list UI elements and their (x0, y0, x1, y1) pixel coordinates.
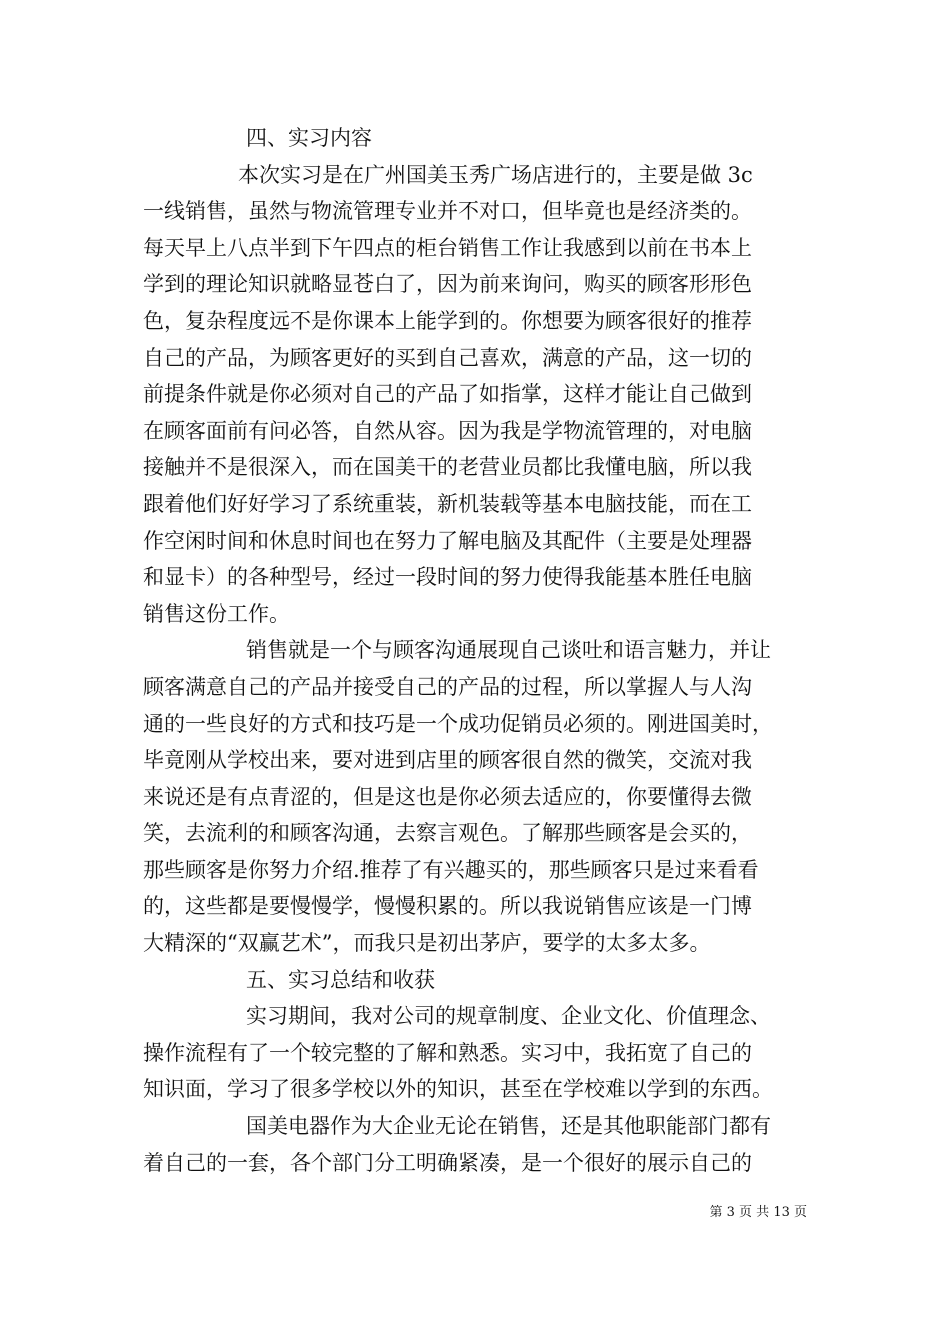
paragraph-line: 前提条件就是你必须对自己的产品了如指掌，这样才能让自己做到 (143, 382, 752, 407)
paragraph-line: 本次实习是在广州国美玉秀广场店进行的，主要是做 3c (238, 162, 753, 187)
paragraph-line: 作空闲时间和休息时间也在努力了解电脑及其配件（主要是处理器 (143, 528, 752, 553)
paragraph-line: 通的一些良好的方式和技巧是一个成功促销员必须的。刚进国美时， (143, 711, 773, 736)
paragraph-line: 操作流程有了一个较完整的了解和熟悉。实习中，我拓宽了自己的 (143, 1040, 752, 1065)
paragraph-line: 笑，去流利的和顾客沟通，去察言观色。了解那些顾客是会买的， (143, 821, 752, 846)
paragraph-line: 色，复杂程度远不是你课本上能学到的。你想要为顾客很好的推荐 (143, 308, 752, 333)
section-heading-internship-content: 四、实习内容 (246, 126, 372, 150)
paragraph-line: 顾客满意自己的产品并接受自己的产品的过程，所以掌握人与人沟 (143, 674, 752, 699)
paragraph-line: 一线销售，虽然与物流管理专业并不对口，但毕竟也是经济类的。 (143, 199, 752, 224)
page-number-footer: 第 3 页 共 13 页 (709, 1205, 807, 1220)
paragraph-line: 那些顾客是你努力介绍.推荐了有兴趣买的，那些顾客只是过来看看 (143, 857, 759, 882)
paragraph-line: 知识面，学习了很多学校以外的知识，甚至在学校难以学到的东西。 (143, 1077, 773, 1102)
paragraph-line: 大精深的“双赢艺术”，而我只是初出茅庐，要学的太多太多。 (143, 931, 711, 956)
paragraph-line: 接触并不是很深入，而在国美干的老营业员都比我懂电脑，所以我 (143, 455, 752, 480)
paragraph-line: 在顾客面前有问必答，自然从容。因为我是学物流管理的，对电脑 (143, 418, 752, 443)
paragraph-line: 销售这份工作。 (143, 601, 290, 626)
paragraph-line: 销售就是一个与顾客沟通展现自己谈吐和语言魅力，并让 (246, 638, 771, 663)
paragraph-line: 每天早上八点半到下午四点的柜台销售工作让我感到以前在书本上 (143, 235, 752, 260)
paragraph-line: 着自己的一套，各个部门分工明确紧凑，是一个很好的展示自己的 (143, 1150, 752, 1175)
paragraph-line: 实习期间，我对公司的规章制度、企业文化、价值理念、 (246, 1004, 771, 1029)
paragraph-line: 自己的产品，为顾客更好的买到自己喜欢，满意的产品，这一切的 (143, 345, 752, 370)
section-heading-summary: 五、实习总结和收获 (246, 967, 435, 992)
paragraph-line: 国美电器作为大企业无论在销售，还是其他职能部门都有 (246, 1114, 771, 1139)
paragraph-line: 和显卡）的各种型号，经过一段时间的努力使得我能基本胜任电脑 (143, 565, 752, 590)
paragraph-line: 毕竟刚从学校出来，要对进到店里的顾客很自然的微笑，交流对我 (143, 748, 752, 773)
document-body (143, 120, 818, 1181)
paragraph-line: 跟着他们好好学习了系统重装，新机装载等基本电脑技能，而在工 (143, 491, 752, 516)
paragraph-line: 的，这些都是要慢慢学，慢慢积累的。所以我说销售应该是一门博 (143, 894, 752, 919)
paragraph-line: 学到的理论知识就略显苍白了，因为前来询问，购买的顾客形形色 (143, 272, 752, 297)
paragraph-line: 来说还是有点青涩的，但是这也是你必须去适应的，你要懂得去微 (143, 784, 752, 809)
